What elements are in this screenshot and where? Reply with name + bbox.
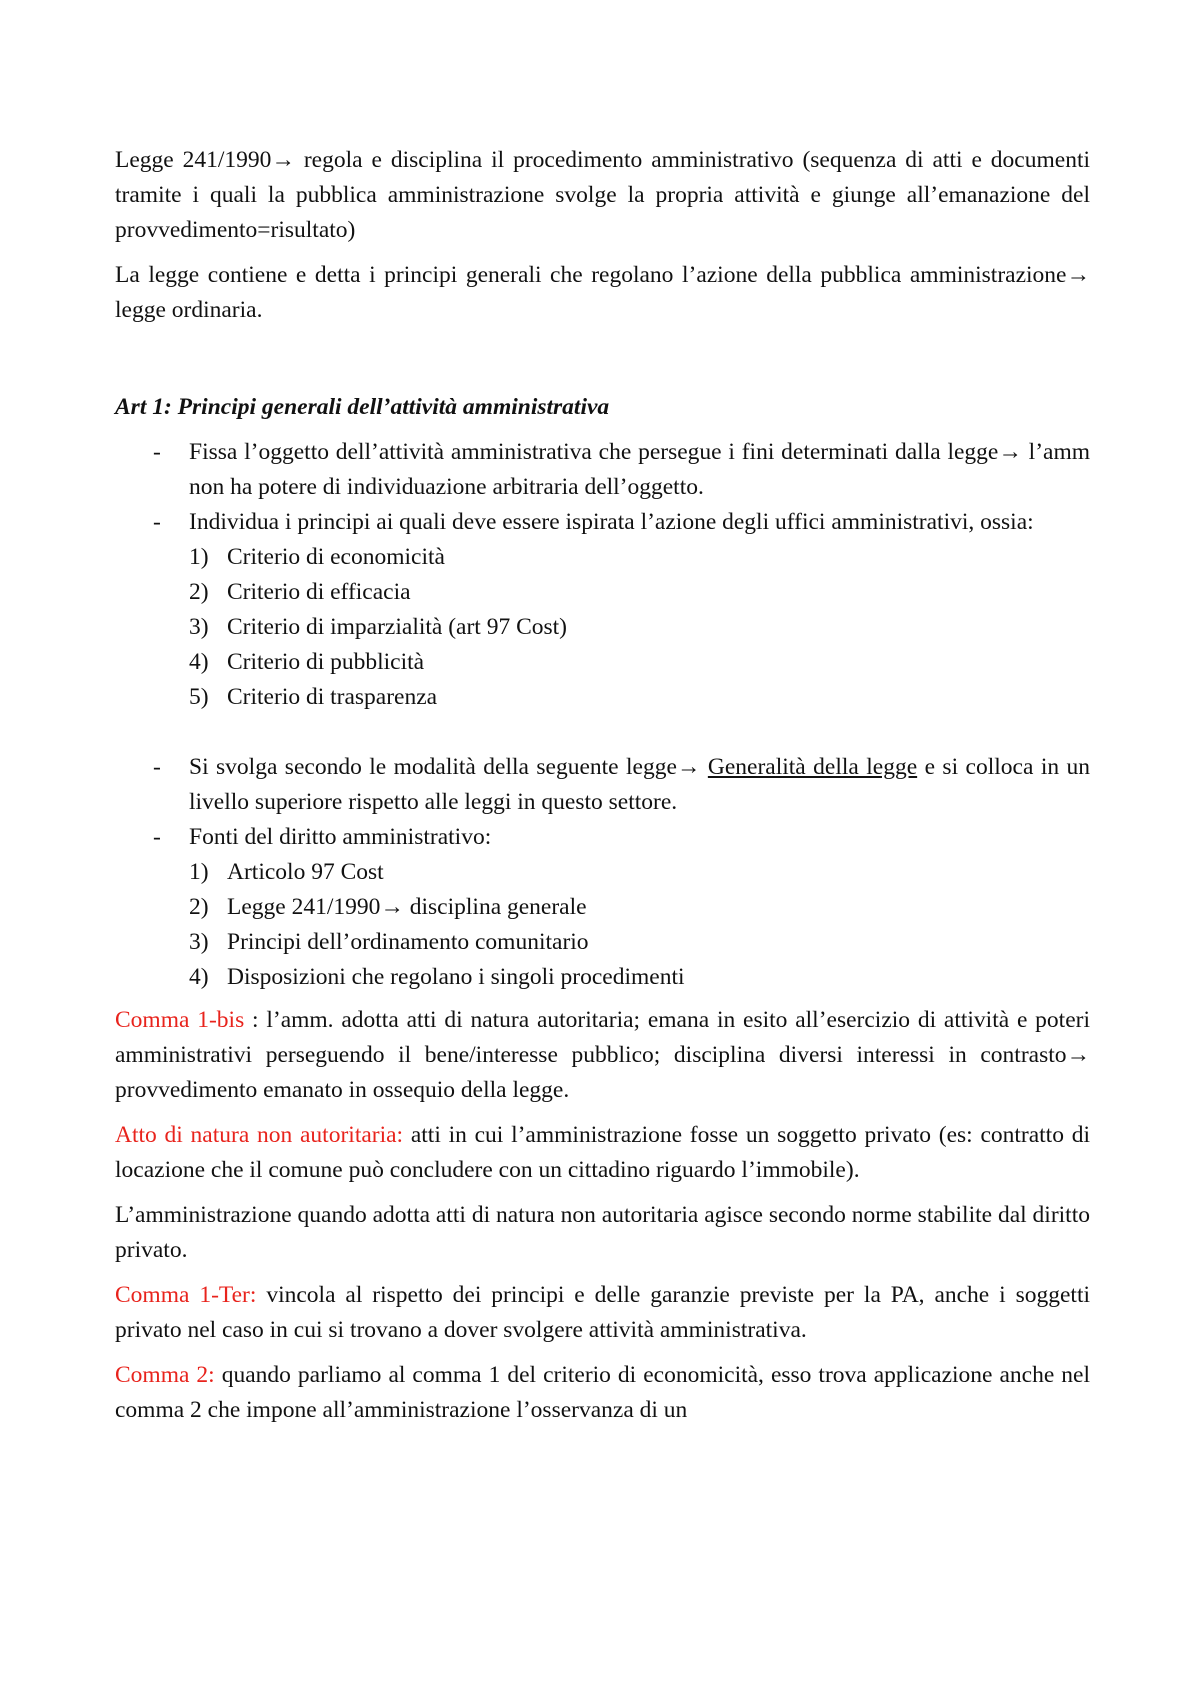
- intro-paragraph-1: [115, 143, 1090, 248]
- blank-line: [189, 715, 1090, 750]
- list-item: [189, 925, 1090, 960]
- bullet-dash: -: [153, 439, 161, 465]
- list-text: Articolo 97 Cost: [227, 859, 384, 885]
- arrow-right-icon: →: [676, 754, 701, 780]
- atto-non-autoritario-paragraph: [115, 1118, 1090, 1188]
- list-text: Criterio di pubblicità: [227, 649, 425, 675]
- bullet-dash: -: [153, 754, 161, 780]
- list-number: 3): [189, 929, 209, 955]
- list-text: Criterio di imparzialità (art 97 Cost): [227, 614, 568, 640]
- arrow-right-icon: →: [1066, 1042, 1090, 1068]
- law-reference: Legge 241/1990: [115, 147, 272, 173]
- bullet-principi: [115, 505, 1090, 750]
- bullet-text: Fonti del diritto amministrativo:: [189, 824, 492, 850]
- list-item: [189, 610, 1090, 645]
- bullet-text: Si svolga secondo le modalità della seguente legge: [189, 754, 677, 780]
- list-number: 1): [189, 544, 209, 570]
- list-number: 1): [189, 859, 209, 885]
- list-text: Disposizioni che regolano i singoli procedimenti: [227, 964, 685, 990]
- amministrazione-paragraph: [115, 1198, 1090, 1268]
- list-item: [189, 575, 1090, 610]
- list-number: 4): [189, 964, 209, 990]
- intro-text-2: La legge contiene e detta i principi generali che regolano l’azione della pubblica amministrazione: [115, 262, 1067, 288]
- fonti-list: [189, 855, 1090, 995]
- comma-label: Comma 1-bis: [115, 1007, 245, 1033]
- underlined-term: Generalità della legge: [707, 754, 918, 780]
- comma-2-paragraph: [115, 1358, 1090, 1428]
- arrow-right-icon: →: [380, 894, 404, 920]
- intro-text-1: regola e disciplina il procedimento amministrativo (sequenza di atti e documenti tramite i quali la pubblica amministrazione svolge la propria attività e giunge all’emanazione del provvedimento=risultato): [115, 147, 1090, 243]
- comma-1ter-paragraph: [115, 1278, 1090, 1348]
- arrow-right-icon: →: [998, 439, 1022, 465]
- list-item: [189, 855, 1090, 890]
- comma-text: vincola al rispetto dei principi e delle garanzie previste per la PA, anche i soggetti privato nel caso in cui si trovano a dover svolgere attività amministrativa.: [115, 1282, 1090, 1343]
- comma-text: atti in cui l’amministrazione fosse un soggetto privato (es: contratto di locazione che il comune può concludere con un cittadino riguardo l’immobile).: [115, 1122, 1090, 1183]
- comma-label: Comma 1-Ter:: [115, 1282, 257, 1308]
- criteri-list: [189, 540, 1090, 715]
- bullet-dash: -: [153, 509, 161, 535]
- bullet-fonti: [115, 820, 1090, 995]
- intro-paragraph-2: [115, 258, 1090, 328]
- list-number: 2): [189, 894, 209, 920]
- intro-text-2b: legge ordinaria.: [115, 297, 263, 323]
- paragraph-text: L’amministrazione quando adotta atti di natura non autoritaria agisce secondo norme stabilite dal diritto privato.: [115, 1202, 1090, 1263]
- list-number: 3): [189, 614, 209, 640]
- list-text: Criterio di economicità: [227, 544, 445, 570]
- list-text: Principi dell’ordinamento comunitario: [227, 929, 589, 955]
- list-text: Legge 241/1990: [227, 894, 381, 920]
- comma-label: Atto di natura non autoritaria:: [115, 1122, 404, 1148]
- list-text: disciplina generale: [409, 894, 587, 920]
- bullet-modalita: [115, 750, 1090, 820]
- list-item: [189, 890, 1090, 925]
- list-number: 4): [189, 649, 209, 675]
- list-number: 2): [189, 579, 209, 605]
- art1-bullet-list: [115, 435, 1090, 995]
- comma-text: quando parliamo al comma 1 del criterio di economicità, esso trova applicazione anche nel comma 2 che impone all’amministrazione l’osservanza di un: [115, 1362, 1090, 1423]
- list-item: [189, 680, 1090, 715]
- arrow-right-icon: →: [271, 147, 295, 173]
- list-item: [189, 960, 1090, 995]
- list-number: 5): [189, 684, 209, 710]
- document-body: [115, 143, 1090, 1438]
- bullet-dash: -: [153, 824, 161, 850]
- list-item: [189, 540, 1090, 575]
- bullet-text: l’amm non ha potere di individuazione arbitraria dell’oggetto.: [189, 439, 1091, 500]
- list-text: Criterio di trasparenza: [227, 684, 438, 710]
- list-item: [189, 645, 1090, 680]
- comma-label: Comma 2:: [115, 1362, 215, 1388]
- bullet-oggetto: [115, 435, 1090, 505]
- list-text: Criterio di efficacia: [227, 579, 411, 605]
- comma-1bis-paragraph: [115, 1003, 1090, 1108]
- blank-gap: [115, 338, 1090, 390]
- art1-heading: Art 1: Principi generali dell’attività amministrativa: [115, 394, 610, 420]
- comma-text: provvedimento emanato in ossequio della legge.: [115, 1077, 570, 1103]
- bullet-text: Fissa l’oggetto dell’attività amministrativa che persegue i fini determinati dalla legge: [189, 439, 999, 465]
- comma-text: : l’amm. adotta atti di natura autoritaria; emana in esito all’esercizio di attività e poteri amministrativi perseguendo il bene/interesse pubblico; disciplina diversi interessi in contrasto: [115, 1007, 1090, 1068]
- bullet-text: Individua i principi ai quali deve essere ispirata l’azione degli uffici amministrativi, ossia:: [189, 509, 1034, 535]
- bullet-text: e si colloca in un livello superiore rispetto alle leggi in questo settore.: [189, 754, 1091, 815]
- arrow-right-icon: →: [1066, 262, 1090, 288]
